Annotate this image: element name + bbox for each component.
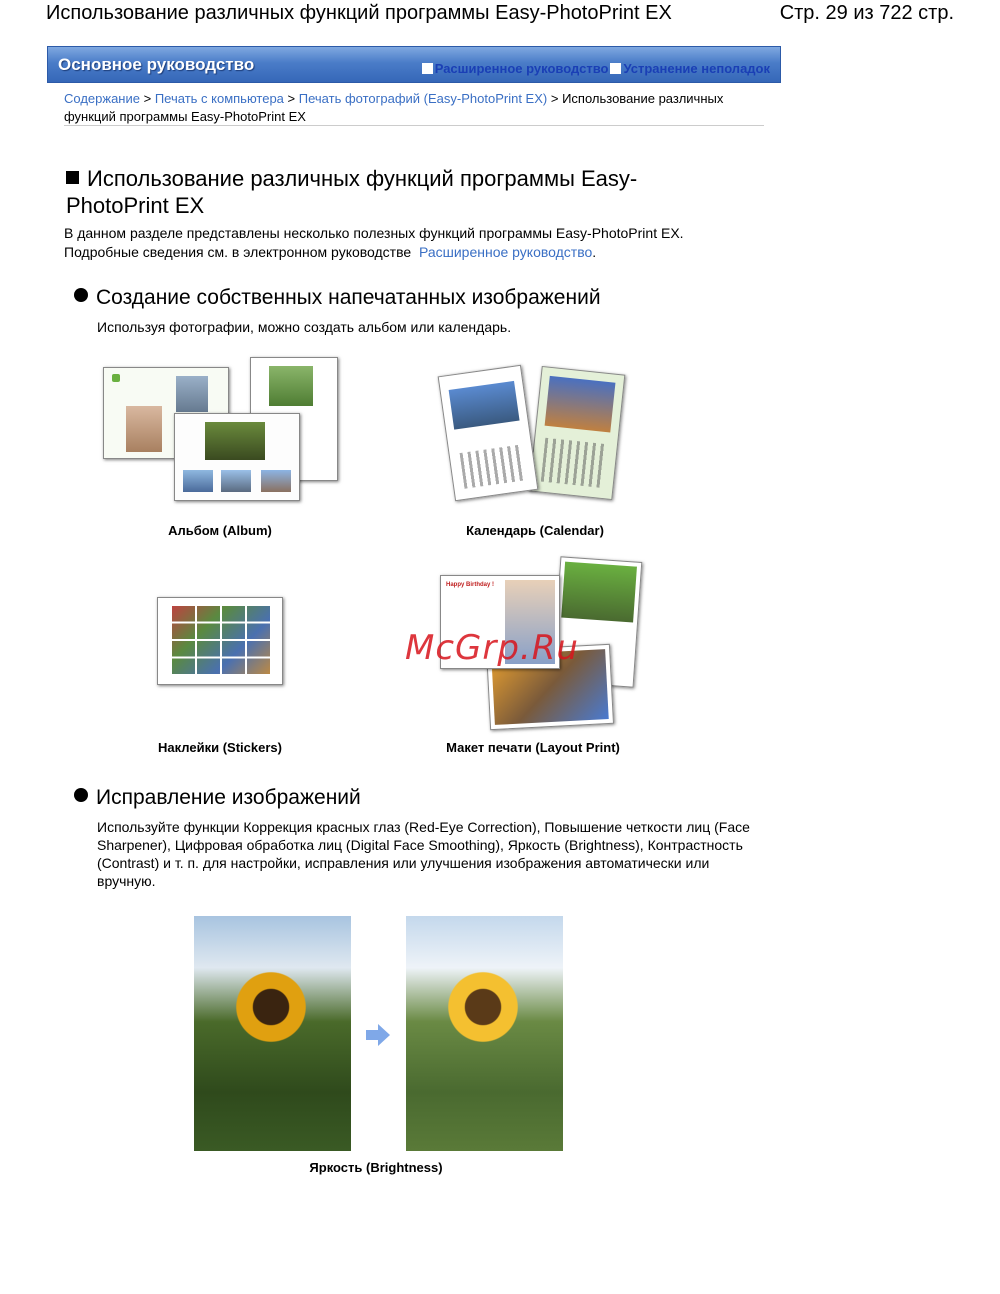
breadcrumb-print-photos-link[interactable]: Печать фотографий (Easy-PhotoPrint EX) [298,91,548,106]
calendar-illustration [430,358,640,508]
breadcrumb-current: Использование различных функций программы Easy-PhotoPrint EX [64,91,724,124]
caption-calendar: Календарь (Calendar) [466,523,604,538]
watermark: McGrp.Ru [405,628,579,668]
sunflower-before-image [194,916,351,1151]
page-counter: Стр. 29 из 722 стр. [779,2,954,24]
section-heading-image-correction: Исправление изображений [74,786,361,810]
section-heading-custom-prints: Создание собственных напечатанных изображений [74,286,601,310]
advanced-guide-inline-link[interactable]: Расширенное руководство [418,244,593,260]
caption-stickers: Наклейки (Stickers) [158,740,282,755]
square-icon [422,63,433,74]
nav-banner [47,46,781,83]
section-text-image-correction: Используйте функции Коррекция красных глаз (Red-Eye Correction), Повышение четкости лиц (Face Sharpener), Цифровая обработка лиц (Digital Face Smoothing), Яркость (Brightness), Контрастность (Contrast) и т. п. для настройки, исправления или улучшения изображения автоматически или вручную. [97,819,750,889]
arrow-right-icon [366,1024,390,1046]
album-illustration [100,355,340,505]
advanced-guide-link[interactable]: Расширенное руководство [422,61,609,76]
caption-album: Альбом (Album) [168,523,272,538]
breadcrumb-print-from-computer-link[interactable]: Печать с компьютера [154,91,284,106]
sunflower-after-image [406,916,563,1151]
bullet-icon [74,788,88,802]
breadcrumb: Содержание > Печать с компьютера > Печать фотографий (Easy-PhotoPrint EX) > Использование различных функций программы Easy-PhotoPrint EX [64,91,724,124]
caption-brightness: Яркость (Brightness) [309,1160,443,1175]
birthday-text: Happy Birthday ! [446,582,495,588]
basic-guide-tab[interactable]: Основное руководство [58,55,255,74]
main-heading: Использование различных функций программы Easy-PhotoPrint EX [66,166,638,218]
intro-text: В данном разделе представлены несколько полезных функций программы Easy-PhotoPrint EX. Подробные сведения см. в электронном руководстве Расширенное руководство. [64,225,684,260]
bullet-icon [74,288,88,302]
stickers-illustration [157,597,283,685]
square-bullet-icon [66,171,79,184]
section-text-custom-prints: Используя фотографии, можно создать альбом или календарь. [97,319,512,335]
divider [64,125,764,126]
caption-layout-print: Макет печати (Layout Print) [446,740,620,755]
page-title: Использование различных функций программы Easy-PhotoPrint EX [46,2,672,24]
breadcrumb-contents-link[interactable]: Содержание [64,91,140,106]
square-icon [610,63,621,74]
troubleshooting-link[interactable]: Устранение неполадок [610,61,770,76]
